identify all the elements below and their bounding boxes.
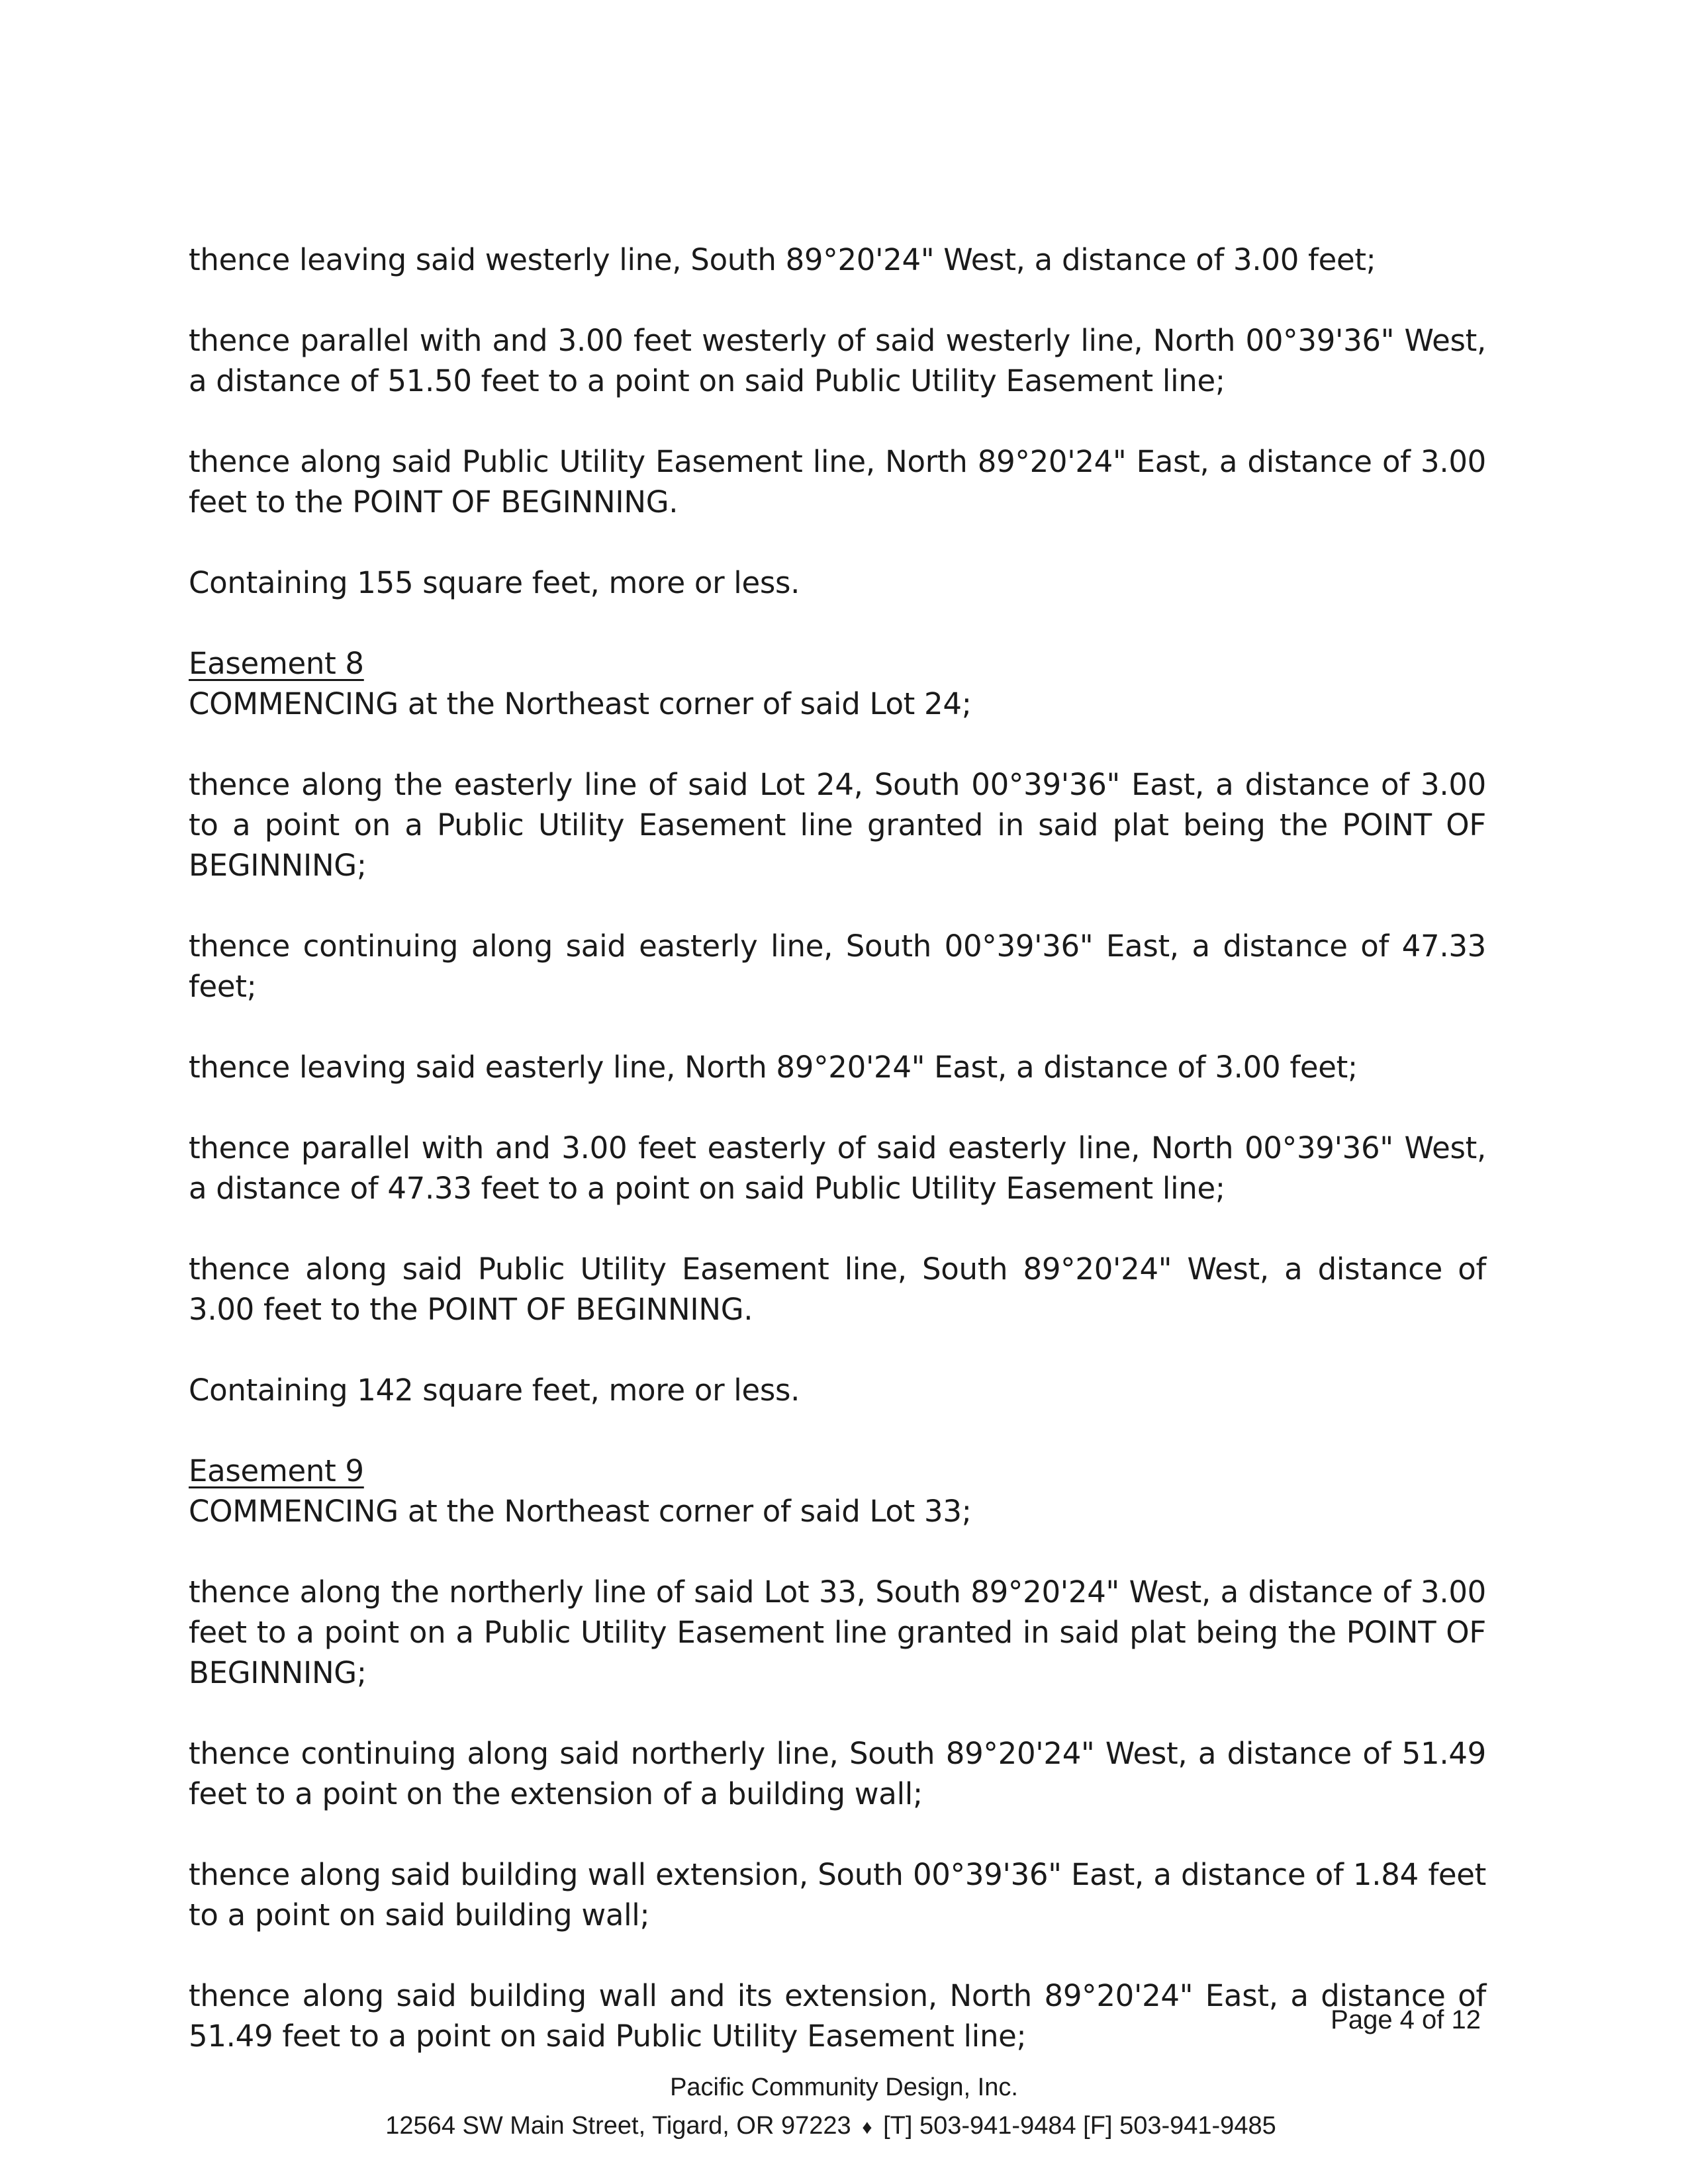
paragraph: thence leaving said westerly line, South 89°20'24" West, a distance of 3.00 feet; [189,242,1376,277]
paragraph: thence along the easterly line of said Lot 24, South 00°39'36" East, a distance of 3.00 to a point on a Public Utility Easement line granted in said plat being the POINT OF BEGINNING; [189,767,1486,883]
paragraph: Containing 155 square feet, more or less. [189,565,800,600]
footer-contact [0,2107,1662,2146]
paragraph: thence along said building wall and its extension, North 89°20'24" East, a distance of 51.49 feet to a point on said Public Utility Easement line; [189,1978,1486,2054]
footer-address: 12564 SW Main Street, Tigard, OR 97223 [385,2112,851,2140]
paragraph: thence parallel with and 3.00 feet easterly of said easterly line, North 00°39'36" West, a distance of 47.33 feet to a point on said Public Utility Easement line; [189,1130,1486,1206]
paragraph: thence continuing along said northerly line, South 89°20'24" West, a distance of 51.49 feet to a point on the extension of a building wall; [189,1736,1486,1811]
paragraph: thence continuing along said easterly line, South 00°39'36" East, a distance of 47.33 feet; [189,929,1486,1004]
paragraph: thence along the northerly line of said Lot 33, South 89°20'24" West, a distance of 3.00 feet to a point on a Public Utility Easement line granted in said plat being the POINT OF BEGINNING; [189,1574,1486,1690]
paragraph: Containing 142 square feet, more or less. [189,1373,800,1408]
paragraph: thence along said building wall extension, South 00°39'36" East, a distance of 1.84 feet to a point on said building wall; [189,1857,1486,1933]
easement-9-section [189,1451,1486,1531]
footer-phone-fax: [T] 503-941-9484 [F] 503-941-9485 [883,2112,1276,2140]
legal-description-body [189,240,1486,2056]
easement-heading: Easement 8 [189,646,364,681]
easement-8-section [189,643,1486,724]
easement-heading: Easement 9 [189,1453,364,1488]
footer-company: Pacific Community Design, Inc. [670,2073,1018,2101]
page-number: Page 4 of 12 [1331,2005,1481,2034]
paragraph: thence leaving said easterly line, North 89°20'24" East, a distance of 3.00 feet; [189,1050,1358,1085]
paragraph: COMMENCING at the Northeast corner of said Lot 24; [189,686,972,721]
paragraph: thence along said Public Utility Easement line, North 89°20'24" East, a distance of 3.00 feet to the POINT OF BEGINNING. [189,444,1486,520]
diamond-icon: ♦ [862,2116,872,2138]
paragraph: thence along said Public Utility Easement line, South 89°20'24" West, a distance of 3.00 feet to the POINT OF BEGINNING. [189,1251,1486,1327]
paragraph: COMMENCING at the Northeast corner of said Lot 33; [189,1494,972,1529]
paragraph: thence parallel with and 3.00 feet westerly of said westerly line, North 00°39'36" West, a distance of 51.50 feet to a point on said Public Utility Easement line; [189,323,1486,398]
